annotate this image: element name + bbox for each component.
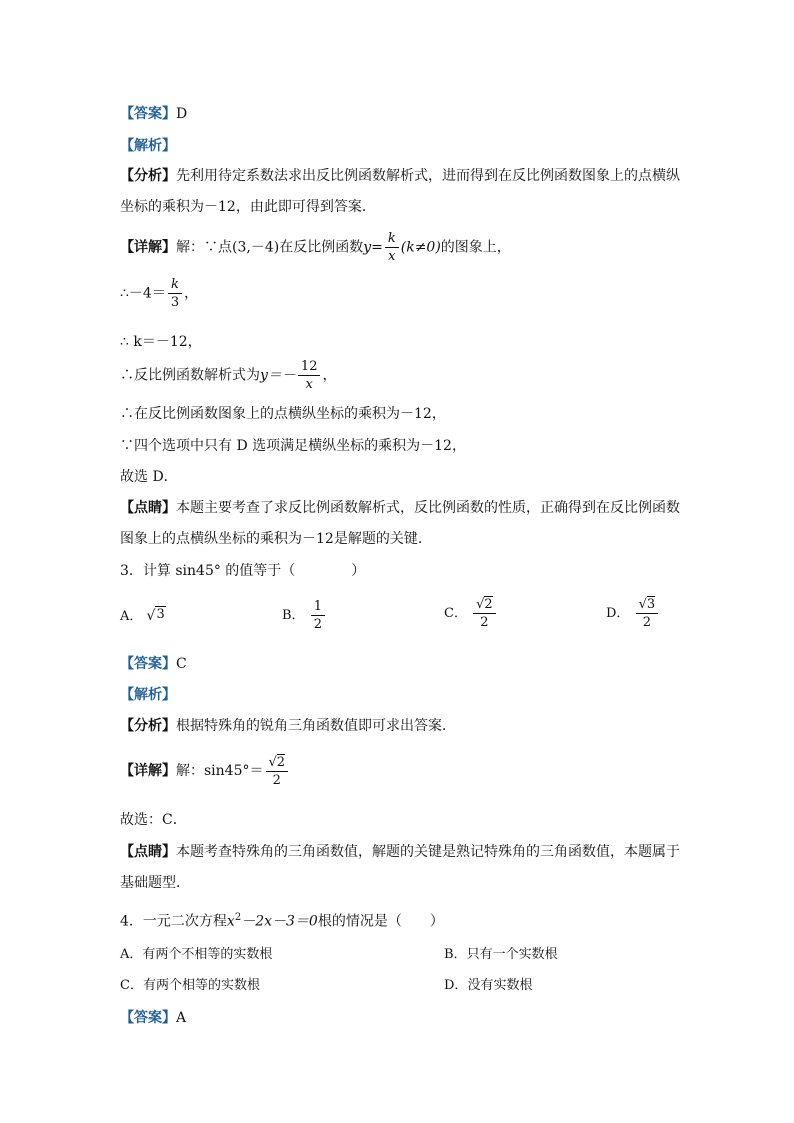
detail-fraction	[385, 230, 399, 265]
sqrt-sign: √	[268, 754, 277, 770]
sqrt-sign: √	[476, 597, 485, 612]
q4-option-d	[444, 976, 532, 996]
step3-num: 12	[298, 358, 321, 376]
comment-line-2	[120, 529, 432, 549]
comment-line-1	[120, 498, 680, 518]
q4-option-d-label: D．	[444, 978, 468, 993]
fenxi-text-1: 先利用待定系数法求出反比例函数解析式，进而得到在反比例函数图象上的点横纵	[176, 168, 680, 184]
q4-option-b-label: B．	[444, 947, 467, 962]
answer-line-1	[120, 104, 187, 124]
detail-suffix: 的图象上，	[440, 239, 511, 256]
frac-num: 1	[311, 598, 325, 616]
q3-comment-text-1: 本题考查特殊角的三角函数值，解题的关键是熟记特殊角的三角函数值，本题属于	[176, 844, 680, 860]
sqrt-arg: 2	[276, 754, 286, 770]
q3-option-b-fraction	[311, 598, 325, 633]
comment-tag: 【点睛】	[120, 500, 176, 516]
sqrt-arg: 3	[646, 597, 656, 612]
answer-line-3	[120, 1008, 186, 1028]
sqrt-sign: √	[638, 597, 647, 612]
q3-detail-fraction	[266, 754, 289, 789]
q3-fenxi-text: 根据特殊角的锐角三角函数值即可求出答案．	[176, 718, 456, 734]
q3-detail-prefix: 解：sin45°＝	[176, 763, 264, 779]
q3-detail-line	[120, 752, 290, 790]
q3-comment-text-2: 基础题型．	[120, 875, 190, 891]
q3-stem-text: 3．计算 sin45° 的值等于（ ）	[120, 563, 366, 579]
frac-den: 2	[642, 615, 651, 630]
q3-option-c	[444, 596, 498, 631]
comment-tag: 【点睛】	[120, 844, 176, 860]
step3-fraction	[298, 358, 321, 393]
detail-eq: =	[371, 239, 383, 256]
q4-option-a	[120, 945, 272, 965]
step3-suffix: ，	[322, 367, 337, 384]
answer-value: C	[176, 656, 187, 672]
comment-text-2: 图象上的点横纵坐标的乘积为－12是解题的关键．	[120, 531, 432, 547]
q3-option-b-label: B．	[282, 608, 305, 623]
fenxi-line-2	[120, 197, 376, 217]
step1-num: k	[168, 276, 182, 294]
detail-line-1	[120, 230, 511, 265]
q4-stem-rest: －2x－3＝0	[241, 913, 318, 930]
answer-value: D	[176, 106, 188, 122]
step2-text: ∴ k＝－12，	[120, 334, 202, 350]
frac-num	[266, 754, 289, 772]
step1-den: 3	[170, 295, 180, 310]
step-5	[120, 436, 466, 456]
q3-choose	[120, 810, 187, 830]
analysis-tag: 【解析】	[120, 687, 176, 703]
q4-option-c-text: 有两个相等的实数根	[142, 978, 260, 993]
q4-option-b-text: 只有一个实数根	[466, 947, 558, 962]
q4-option-c	[120, 976, 260, 996]
detail-mid: 在反比例函数	[279, 239, 364, 256]
q4-option-d-text: 没有实数根	[467, 978, 533, 993]
q4-stem	[120, 908, 444, 932]
q4-option-a-text: 有两个不相等的实数根	[142, 947, 273, 962]
q4-option-c-label: C．	[120, 978, 143, 993]
frac-num	[636, 596, 659, 614]
step-1	[120, 276, 198, 311]
q4-stem-x: x	[226, 913, 235, 930]
q3-option-d-fraction	[636, 596, 659, 631]
step3-den: x	[305, 377, 313, 392]
fenxi-text-2: 坐标的乘积为－12，由此即可得到答案．	[120, 199, 376, 215]
answer-value: A	[176, 1010, 187, 1026]
q3-fenxi-line	[120, 716, 456, 736]
fenxi-tag: 【分析】	[120, 718, 176, 734]
comment-text-1: 本题主要考查了求反比例函数解析式，反比例函数的性质，正确得到在反比例函数	[176, 500, 680, 516]
step3-y: y＝－	[260, 367, 296, 384]
step4-text: ∴在反比例函数图象上的点横纵坐标的乘积为－12，	[120, 406, 446, 422]
q4-stem-exp: 2	[234, 912, 242, 923]
q3-option-a-label: A．	[120, 609, 143, 624]
frac-den: 2	[272, 772, 281, 788]
q3-option-d	[606, 596, 660, 631]
step1-suffix: ，	[184, 285, 199, 302]
q3-option-a-sqrt	[147, 606, 166, 626]
answer-line-2	[120, 654, 187, 674]
q3-option-c-label: C．	[444, 606, 467, 621]
step3-prefix: ∴反比例函数解析式为	[120, 367, 260, 384]
step5-text: ∵四个选项中只有 D 选项满足横纵坐标的乘积为－12，	[120, 438, 466, 454]
step6-text: 故选 D．	[120, 469, 178, 485]
fenxi-tag: 【分析】	[120, 168, 176, 184]
q4-stem-suffix: 根的情况是（ ）	[317, 913, 444, 930]
q3-option-c-fraction	[473, 596, 496, 631]
analysis-heading-2	[120, 685, 176, 705]
q3-option-b	[282, 598, 327, 633]
detail-tag: 【详解】	[120, 239, 176, 256]
q3-comment-line-2	[120, 873, 190, 893]
step-6	[120, 467, 178, 487]
q4-stem-prefix: 4．一元二次方程	[120, 913, 227, 930]
q3-choose-text: 故选：C．	[120, 812, 187, 828]
sqrt-sign: √	[146, 608, 156, 624]
step1-fraction	[168, 276, 182, 311]
q4-option-a-label: A．	[120, 947, 143, 962]
detail-point: (3,－4)	[232, 239, 280, 256]
analysis-tag: 【解析】	[120, 138, 176, 154]
step-3	[120, 358, 336, 393]
q3-option-a	[120, 606, 166, 627]
q3-comment-line-1	[120, 842, 680, 862]
sqrt-arg: 3	[156, 607, 165, 622]
detail-tag: 【详解】	[120, 763, 176, 779]
q3-stem	[120, 561, 365, 581]
step-4	[120, 404, 446, 424]
sqrt-arg: 2	[484, 597, 493, 612]
step-2	[120, 332, 202, 352]
detail-y: y	[363, 239, 372, 256]
q3-option-d-label: D．	[606, 606, 630, 621]
answer-tag: 【答案】	[120, 1010, 176, 1026]
frac-den: 2	[313, 617, 322, 632]
step1-prefix: ∴－4＝	[120, 285, 166, 302]
answer-tag: 【答案】	[120, 656, 176, 672]
q4-option-b	[444, 945, 558, 965]
detail-k: k	[385, 230, 399, 248]
answer-tag: 【答案】	[120, 106, 176, 122]
detail-cond: (k≠0)	[400, 239, 441, 256]
analysis-heading-1	[120, 136, 176, 156]
frac-den: 2	[480, 615, 489, 630]
fenxi-line-1	[120, 166, 680, 186]
frac-num	[473, 596, 496, 614]
detail-x: x	[388, 249, 396, 264]
detail-prefix: 解：∵点	[176, 239, 232, 256]
